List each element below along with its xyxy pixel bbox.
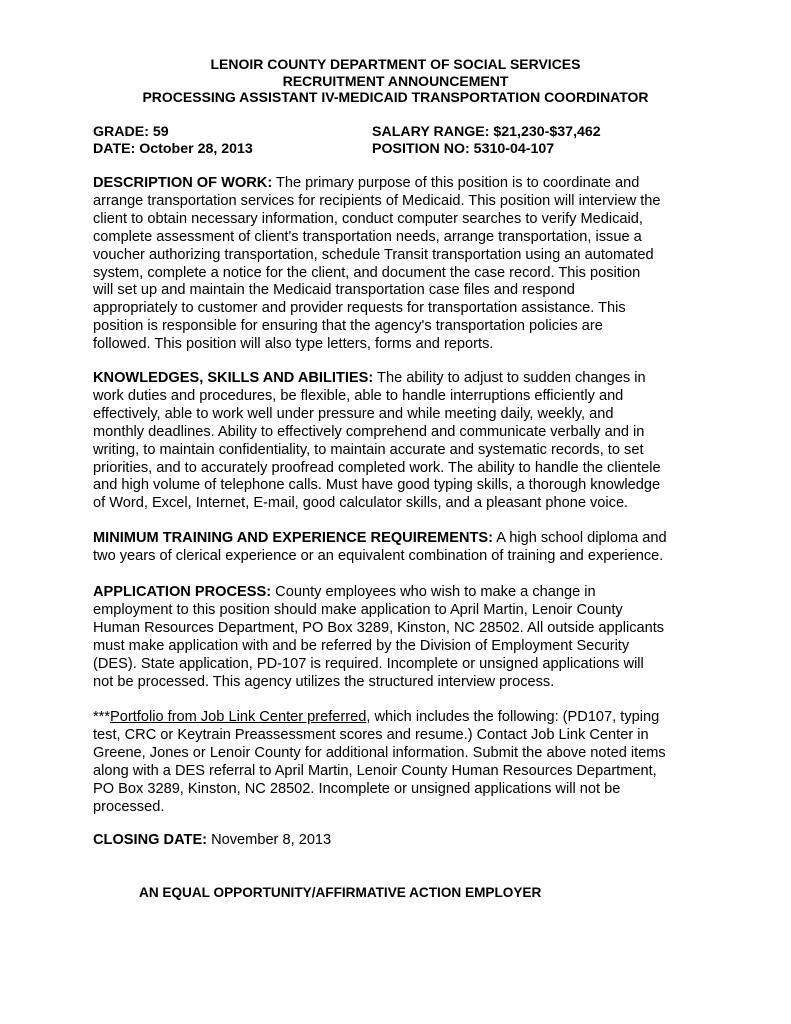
salary-range: SALARY RANGE: $21,230-$37,462 bbox=[372, 124, 601, 140]
portfolio-line: processed. bbox=[93, 798, 165, 815]
closing-date bbox=[93, 832, 703, 850]
application-line: Human Resources Department, PO Box 3289, Kinston, NC 28502. All outside applicants bbox=[93, 619, 665, 636]
ksa-line: of Word, Excel, Internet, E-mail, good calculator skills, and a pleasant phone voice. bbox=[93, 495, 629, 512]
portfolio-line: test, CRC or Keytrain Preassessment scores and resume.) Contact Job Link Center in bbox=[93, 726, 649, 743]
description-of-work bbox=[93, 175, 703, 354]
position-number: POSITION NO: 5310-04-107 bbox=[372, 141, 555, 157]
grade: GRADE: 59 bbox=[93, 124, 169, 140]
description-label: DESCRIPTION OF WORK: bbox=[93, 175, 273, 191]
ksa-label: KNOWLEDGES, SKILLS AND ABILITIES: bbox=[93, 370, 374, 386]
application-line: (DES). State application, PD-107 is required. Incomplete or unsigned applications will bbox=[93, 655, 644, 672]
portfolio-underlined: Portfolio from Job Link Center preferred bbox=[110, 709, 367, 725]
header-position-title: PROCESSING ASSISTANT IV-MEDICAID TRANSPORTATION COORDINATOR bbox=[142, 89, 649, 105]
ksa-line: priorities, and to accurately proofread completed work. The ability to handle the clientele bbox=[93, 459, 661, 476]
description-line: client to obtain necessary information, conduct computer searches to verify Medicaid, bbox=[93, 210, 643, 227]
application-line: employment to this position should make application to April Martin, Lenoir County bbox=[93, 601, 623, 618]
portfolio-line: Greene, Jones or Lenoir County for additional information. Submit the above noted items bbox=[93, 744, 666, 761]
description-line: arrange transportation services for recipients of Medicaid. This position will interview the bbox=[93, 192, 661, 209]
ksa-line: and high volume of telephone calls. Must have good typing skills, a thorough knowledge bbox=[93, 477, 661, 494]
application-process bbox=[93, 584, 703, 691]
portfolio-prefix: *** bbox=[93, 709, 111, 725]
announcement-date: DATE: October 28, 2013 bbox=[93, 141, 253, 157]
description-line: system, complete a notice for the client, and document the case record. This position bbox=[93, 264, 641, 281]
application-line: County employees who wish to make a change in bbox=[271, 584, 596, 600]
minimum-requirements bbox=[93, 530, 703, 566]
header-announcement: RECRUITMENT ANNOUNCEMENT bbox=[282, 72, 509, 89]
application-line: must make application with and be referred by the Division of Employment Security bbox=[93, 637, 630, 654]
minimum-line: A high school diploma and bbox=[493, 530, 667, 546]
description-line: appropriately to customer and provider requests for transportation assistance. This bbox=[93, 300, 626, 317]
minimum-label: MINIMUM TRAINING AND EXPERIENCE REQUIREMENTS: bbox=[93, 530, 493, 546]
description-line: followed. This position will also type letters, forms and reports. bbox=[93, 336, 494, 353]
knowledges-skills-abilities bbox=[93, 370, 703, 513]
minimum-line: two years of clerical experience or an equivalent combination of training and experience. bbox=[93, 547, 664, 564]
closing-label: CLOSING DATE: bbox=[93, 832, 208, 848]
description-line: position is responsible for ensuring that the agency's transportation policies are bbox=[93, 318, 603, 335]
description-line: The primary purpose of this position is to coordinate and bbox=[272, 175, 640, 191]
portfolio-line: along with a DES referral to April Martin, Lenoir County Human Resources Department, bbox=[93, 762, 657, 779]
eeo-statement: AN EQUAL OPPORTUNITY/AFFIRMATIVE ACTION EMPLOYER bbox=[139, 885, 542, 900]
description-line: will set up and maintain the Medicaid transportation case files and respond bbox=[93, 282, 575, 299]
ksa-line: effectively, able to work well under pressure and while meeting daily, weekly, and bbox=[93, 405, 614, 422]
header-agency: LENOIR COUNTY DEPARTMENT OF SOCIAL SERVICES bbox=[210, 56, 581, 72]
closing-value: November 8, 2013 bbox=[207, 832, 332, 848]
ksa-line: work duties and procedures, be flexible, able to handle interruptions efficiently and bbox=[93, 387, 624, 404]
portfolio-note bbox=[93, 709, 703, 816]
description-line: voucher authorizing transportation, schedule Transit transportation using an automated bbox=[93, 246, 654, 263]
description-line: complete assessment of client's transportation needs, arrange transportation, issue a bbox=[93, 228, 642, 245]
application-label: APPLICATION PROCESS: bbox=[93, 584, 272, 600]
ksa-line: monthly deadlines. Ability to effectively comprehend and communicate verbally and in bbox=[93, 423, 645, 440]
ksa-line: The ability to adjust to sudden changes in bbox=[373, 370, 646, 386]
document-header bbox=[0, 56, 791, 106]
portfolio-line: PO Box 3289, Kinston, NC 28502. Incomplete or unsigned applications will not be bbox=[93, 780, 621, 797]
application-line: not be processed. This agency utilizes the structured interview process. bbox=[93, 673, 555, 690]
ksa-line: writing, to maintain confidentiality, to maintain accurate and systematic records, to set bbox=[93, 441, 644, 458]
portfolio-line: , which includes the following: (PD107, typing bbox=[366, 709, 660, 725]
